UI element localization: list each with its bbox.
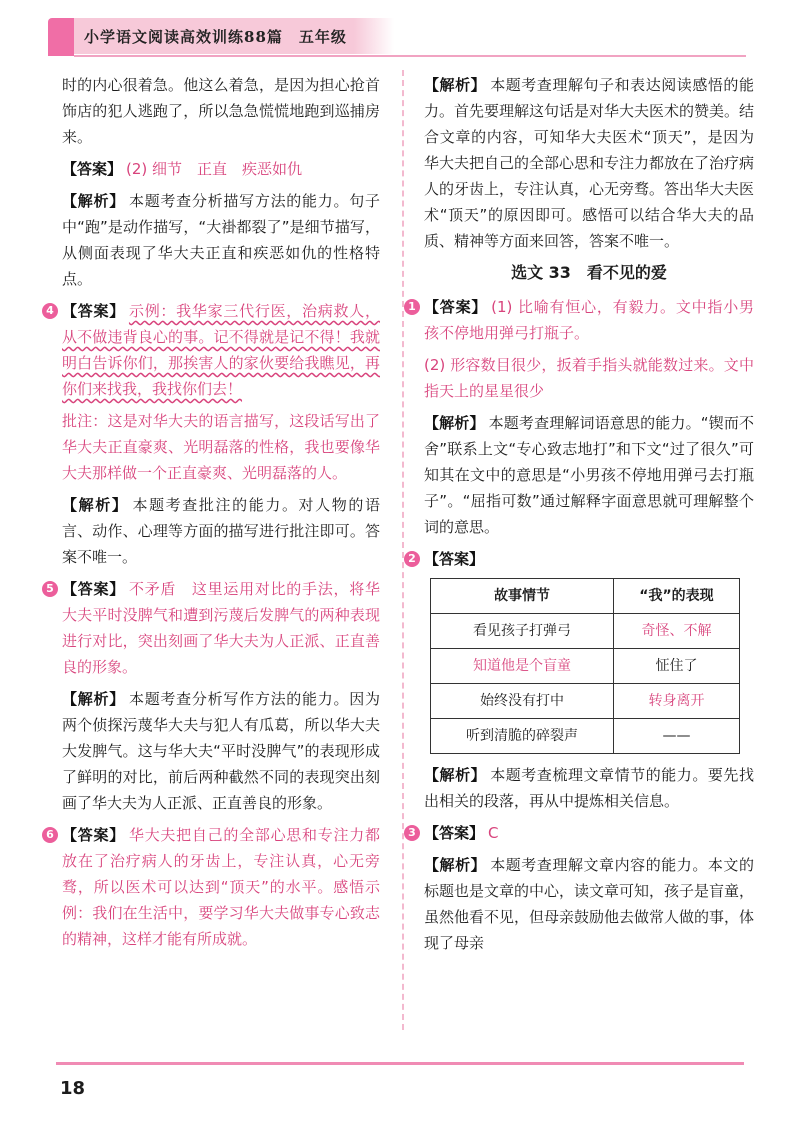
section-title: 选文 33 看不见的爱 <box>511 263 667 282</box>
question-number-badge: 3 <box>404 825 420 841</box>
explanation-text: 本题考查理解文章内容的能力。本文的标题也是文章的中心，读文章可知，孩子是盲童，虽然他看不见，但母亲鼓励他去做常人做的事，体现了母亲 <box>424 856 755 952</box>
explanation-text: 本题考查分析写作方法的能力。因为两个侦探污蔑华大夫与犯人有瓜葛，所以华大夫大发脾气。这与华大夫“平时没脾气”的表现形成了鲜明的对比，前后两种截然不同的表现突出刻画了华大夫为人正派、正直善良的形象。 <box>62 690 380 812</box>
left-column <box>46 72 380 958</box>
question-5 <box>46 576 380 816</box>
question-number-badge: 5 <box>42 581 58 597</box>
answer-tag: 【答案】 <box>424 298 488 316</box>
explanation-block <box>424 72 754 254</box>
explanation-tag: 【解析】 <box>62 496 129 514</box>
page-number: 18 <box>60 1078 86 1099</box>
explanation-block <box>62 188 380 292</box>
table-row <box>431 719 740 754</box>
answer-text: 不矛盾 这里运用对比的手法，将华大夫平时没脾气和遭到污蔑后发脾气的两种表现进行对比，突出刻画了华大夫为人正派、正直善良的形象。 <box>62 580 380 676</box>
answer-text: 示例：我华家三代行医，治病救人，从不做违背良心的事。记不得就是记不得！我就明白告诉你们，那挨害人的家伙要给我瞧见，再你们来找我，我找你们去！ <box>62 302 380 398</box>
explanation-tag: 【解析】 <box>424 856 487 874</box>
header-rule <box>74 55 746 57</box>
annotation-text: 批注：这是对华大夫的语言描写，这段话写出了华大夫正直豪爽、光明磊落的性格，我也要像华大夫那样做一个正直豪爽、光明磊落的人。 <box>62 412 380 482</box>
answer-block <box>424 820 754 846</box>
explanation-text: 本题考查分析描写方法的能力。句子中“跑”是动作描写，“大褂都裂了”是细节描写，从侧面表现了华大夫正直和疾恶如仇的性格特点。 <box>62 192 380 288</box>
question-number-badge: 6 <box>42 827 58 843</box>
question-4 <box>46 298 380 570</box>
answer-text-part-2: (2) 形容数目很少，扳着手指头就能数过来。文中指天上的星星很少 <box>424 356 754 400</box>
answer-block <box>424 294 754 346</box>
explanation-tag: 【解析】 <box>424 766 487 784</box>
table-cell: 转身离开 <box>613 684 739 719</box>
book-title: 小学语文阅读高效训练88篇 五年级 <box>84 28 347 46</box>
explanation-text: 本题考查梳理文章情节的能力。要先找出相关的段落，再从中提炼相关信息。 <box>424 766 754 810</box>
answer-block <box>62 822 380 952</box>
answer-tag: 【答案】 <box>62 302 125 320</box>
explanation-block <box>424 410 754 540</box>
column-divider <box>402 70 404 1030</box>
explanation-tag: 【解析】 <box>424 414 485 432</box>
question-number-badge: 4 <box>42 303 58 319</box>
table-cell: 听到清脆的碎裂声 <box>431 719 614 754</box>
answer-block <box>424 546 754 572</box>
table-cell: 奇怪、不解 <box>613 614 739 649</box>
table-cell: 看见孩子打弹弓 <box>431 614 614 649</box>
story-table <box>430 578 740 754</box>
answer-tag: 【答案】 <box>424 824 485 842</box>
table-row <box>431 614 740 649</box>
answer-block <box>62 576 380 680</box>
answer-tag: 【答案】 <box>62 826 125 844</box>
table-cell: 始终没有打中 <box>431 684 614 719</box>
footer-rule <box>56 1062 744 1065</box>
table-cell: —— <box>613 719 739 754</box>
continued-paragraph: 时的内心很着急。他这么着急，是因为担心抢首饰店的犯人逃跑了，所以急急慌慌地跑到巡捕房来。 <box>62 76 380 146</box>
explanation-text: 本题考查理解词语意思的能力。“锲而不舍”联系上文“专心致志地打”和下文“过了很久”可知其在文中的意思是“小男孩不停地用弹弓去打瓶子”。“屈指可数”通过解释字面意思就可理解整个词的意思。 <box>424 414 754 536</box>
explanation-text: 本题考查理解句子和表达阅读感悟的能力。首先要理解这句话是对华大夫医术的赞美。结合文章的内容，可知华大夫医术“顶天”，是因为华大夫把自己的全部心思和专注力都放在了治疗病人的牙齿上，专注认真，心无旁骛。答出华大夫医术“顶天”的原因即可。感悟可以结合华大夫的品质、精神等方面来回答，答案不唯一。 <box>424 76 755 250</box>
answer-tag: 【答案】 <box>62 160 123 178</box>
question-3 <box>408 820 755 956</box>
explanation-block <box>424 852 754 956</box>
right-column <box>408 72 755 962</box>
answer-tag: 【答案】 <box>62 580 125 598</box>
table-header-row <box>431 579 740 614</box>
table-row <box>431 684 740 719</box>
table-cell: 知道他是个盲童 <box>431 649 614 684</box>
answer-text: (2) 细节 正直 疾恶如仇 <box>126 160 303 178</box>
header-tab-marker <box>48 18 74 56</box>
question-1 <box>408 294 754 540</box>
question-6 <box>46 822 380 952</box>
answer-text: C <box>488 824 499 842</box>
explanation-tag: 【解析】 <box>62 690 125 708</box>
answer-block <box>62 298 380 402</box>
answer-text: 华大夫把自己的全部心思和专注力都放在了治疗病人的牙齿上，专注认真，心无旁骛，所以医术可以达到“顶天”的水平。感悟示例：我们在生活中，要学习华大夫做事专心致志的精神，这样才能有所成就。 <box>62 826 380 948</box>
table-header-cell: “我”的表现 <box>613 579 739 614</box>
answer-block <box>62 156 380 182</box>
question-2 <box>408 546 754 814</box>
question-number-badge: 1 <box>404 299 420 315</box>
explanation-block <box>62 686 380 816</box>
explanation-block <box>424 762 754 814</box>
explanation-tag: 【解析】 <box>62 192 125 210</box>
header-band-fade <box>354 18 394 54</box>
answer-text: (1) 比喻有恒心，有毅力。文中指小男孩不停地用弹弓打瓶子。 <box>424 298 754 342</box>
explanation-tag: 【解析】 <box>424 76 487 94</box>
question-number-badge: 2 <box>404 551 420 567</box>
table-cell: 怔住了 <box>613 649 739 684</box>
explanation-block <box>62 492 380 570</box>
explanation-text: 本题考查批注的能力。对人物的语言、动作、心理等方面的描写进行批注即可。答案不唯一。 <box>62 496 380 566</box>
table-header-cell: 故事情节 <box>431 579 614 614</box>
table-row <box>431 649 740 684</box>
answer-tag: 【答案】 <box>424 550 485 568</box>
